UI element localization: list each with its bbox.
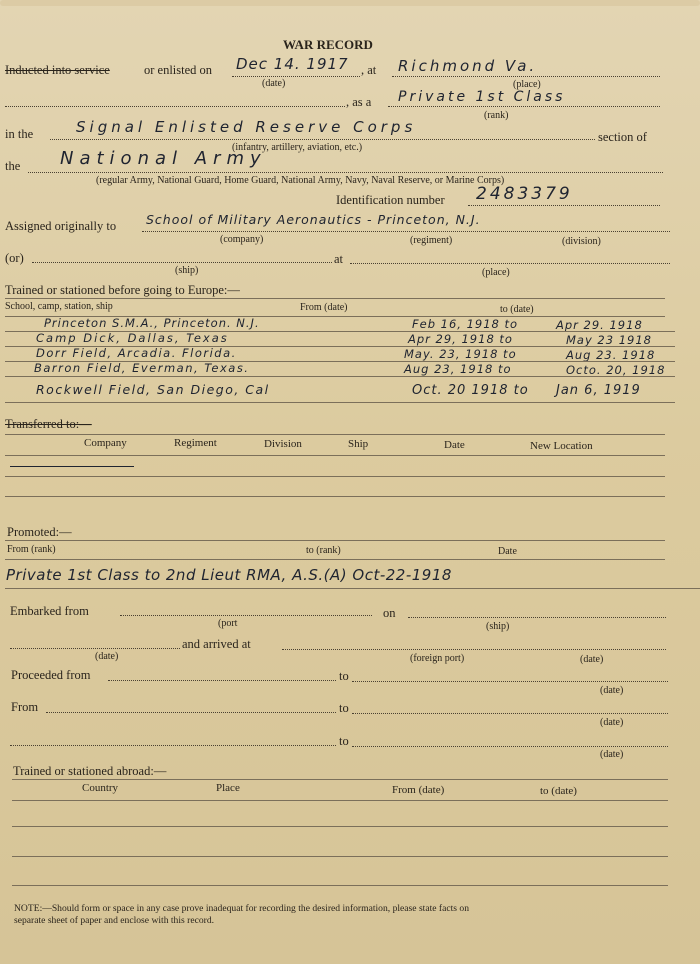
- promoted-col-date: Date: [498, 546, 517, 557]
- abroad-blank-rule-1: [12, 826, 668, 827]
- trained-row-2-from: Apr 29, 1918 to: [408, 332, 513, 346]
- trained-row-4-from: Aug 23, 1918 to: [404, 362, 512, 376]
- proceeded-date-caption-1: (date): [600, 685, 624, 696]
- embarked-ship-line: [408, 617, 666, 618]
- abroad-blank-rule-3: [12, 885, 668, 886]
- enlisted-label: or enlisted on: [144, 63, 213, 77]
- trained-row-5-rule: [5, 402, 675, 403]
- trained-row-1-place: Princeton S.M.A., Princeton. N.J.: [44, 316, 260, 330]
- abroad-blank-rule-2: [12, 856, 668, 857]
- foreign-port-caption: (foreign port): [410, 653, 465, 664]
- ship-caption: (ship): [175, 265, 199, 276]
- from-to-label: to: [339, 701, 349, 715]
- trained-row-4-to: Octo. 20, 1918: [566, 363, 666, 377]
- abroad-col-to: to (date): [540, 785, 577, 797]
- inducted-label-struck: Inducted into service: [5, 63, 110, 77]
- trained-row-3-to: Aug 23. 1918: [566, 348, 656, 362]
- abroad-col-place: Place: [216, 782, 240, 794]
- promotion-entry-handwritten: Private 1st Class to 2nd Lieut RMA, A.S.(A) Oct-22-1918: [6, 566, 452, 584]
- proceeded-to-label: to: [339, 669, 349, 683]
- or-at-label: at: [334, 252, 344, 266]
- section-line: [50, 139, 595, 140]
- as-a-label: , as a: [346, 95, 372, 109]
- rank-prefix-line: [5, 106, 345, 107]
- from-to-line: [352, 713, 668, 714]
- second-to-line: [352, 746, 668, 747]
- transferred-pen-stroke: [10, 466, 134, 467]
- second-to-label: to: [339, 734, 349, 748]
- transferred-blank-rule-2: [5, 496, 665, 497]
- abroad-col-country: Country: [82, 782, 119, 794]
- transferred-label-struck: Transferred to:—: [5, 417, 92, 431]
- or-place-caption: (place): [482, 267, 510, 278]
- transferred-col-company: Company: [84, 437, 127, 449]
- date-caption: (date): [262, 78, 286, 89]
- trained-row-5-from: Oct. 20 1918 to: [412, 383, 529, 398]
- embarked-ship-caption: (ship): [486, 621, 510, 632]
- company-caption: (company): [220, 234, 264, 245]
- transferred-rule: [5, 434, 665, 435]
- army-caption: (regular Army, National Guard, Home Guard, National Army, Navy, Naval Reserve, or Marine Corps): [96, 175, 505, 186]
- trained-row-4-rule: [5, 376, 675, 377]
- division-caption: (division): [562, 236, 601, 247]
- form-title: WAR RECORD: [283, 37, 373, 52]
- proceeded-to-line: [352, 681, 668, 682]
- regiment-caption: (regiment): [410, 235, 453, 246]
- trained-before-rule: [5, 298, 665, 299]
- assigned-handwritten: School of Military Aeronautics - Princeton, N.J.: [146, 212, 481, 227]
- enlisted-place-handwritten: Richmond Va.: [398, 57, 538, 75]
- embarked-date-caption: (date): [95, 651, 119, 662]
- id-number-label: Identification number: [336, 193, 445, 207]
- embarked-port-line: [120, 615, 372, 616]
- the-label: the: [5, 159, 21, 173]
- transferred-col-regiment: Regiment: [174, 437, 217, 449]
- trained-col-from: From (date): [300, 302, 348, 313]
- embarked-on-label: on: [383, 606, 396, 620]
- enlisted-date-handwritten: Dec 14. 1917: [236, 55, 349, 73]
- trained-row-3-place: Dorr Field, Arcadia. Florida.: [36, 346, 237, 360]
- trained-row-5-to: Jan 6, 1919: [556, 383, 641, 398]
- trained-abroad-heading: Trained or stationed abroad:—: [13, 764, 167, 778]
- transferred-blank-rule-1: [5, 476, 665, 477]
- trained-row-1-from: Feb 16, 1918 to: [412, 317, 519, 331]
- arrived-line: [282, 649, 666, 650]
- rank-caption: (rank): [484, 110, 509, 121]
- note-line-2: separate sheet of paper and enclose with this record.: [14, 915, 215, 926]
- place-caption: (place): [513, 79, 541, 90]
- trained-row-3-from: May. 23, 1918 to: [404, 347, 517, 361]
- abroad-header-rule: [12, 800, 668, 801]
- rank-line: [388, 106, 660, 107]
- promoted-rule: [5, 540, 665, 541]
- trained-row-2-place: Camp Dick, Dallas, Texas: [36, 331, 229, 345]
- section-handwritten: Signal Enlisted Reserve Corps: [76, 118, 417, 136]
- id-number-handwritten: 2483379: [476, 184, 573, 204]
- trained-abroad-rule: [12, 779, 668, 780]
- promotion-entry-rule: [5, 588, 700, 589]
- proceeded-from-line: [108, 680, 336, 681]
- promoted-label: Promoted:—: [7, 525, 72, 539]
- or-label: (or): [5, 251, 24, 265]
- army-line: [28, 172, 663, 173]
- assigned-label: Assigned originally to: [5, 219, 117, 233]
- from-label: From: [11, 700, 39, 714]
- section-caption: (infantry, artillery, aviation, etc.): [232, 142, 363, 153]
- abroad-col-from: From (date): [392, 784, 445, 796]
- port-caption: (port: [218, 618, 238, 629]
- or-ship-line: [32, 262, 332, 263]
- trained-before-heading: Trained or stationed before going to Europe:—: [5, 283, 240, 297]
- transferred-header-rule: [5, 455, 665, 456]
- proceeded-date-caption-3: (date): [600, 749, 624, 760]
- embarked-label: Embarked from: [10, 604, 89, 618]
- trained-row-4-place: Barron Field, Everman, Texas.: [34, 361, 250, 375]
- trained-row-5-place: Rockwell Field, San Diego, Cal: [36, 382, 270, 397]
- arrived-date-caption: (date): [580, 654, 604, 665]
- enlisted-place-line: [392, 76, 660, 77]
- transferred-col-location: New Location: [530, 440, 593, 452]
- or-place-line: [350, 263, 670, 264]
- promoted-col-from: From (rank): [7, 544, 56, 555]
- transferred-col-ship: Ship: [348, 438, 369, 450]
- in-the-label: in the: [5, 127, 34, 141]
- army-handwritten: National Army: [60, 148, 267, 169]
- paper-edge: [0, 0, 700, 6]
- proceeded-date-caption-2: (date): [600, 717, 624, 728]
- trained-row-1-to: Apr 29. 1918: [556, 318, 643, 332]
- enlisted-date-line: [232, 76, 360, 77]
- proceeded-from-label: Proceeded from: [11, 668, 91, 682]
- promoted-col-to: to (rank): [306, 545, 341, 556]
- second-from-line: [10, 745, 336, 746]
- note-line-1: NOTE:—Should form or space in any case prove inadequat for recording the desired information, please state facts on: [14, 903, 470, 914]
- promoted-header-rule: [5, 559, 665, 560]
- section-of-label: section of: [598, 130, 647, 144]
- arrived-at-label: and arrived at: [182, 637, 251, 651]
- embarked-date-line: [10, 648, 180, 649]
- trained-col-to: to (date): [500, 304, 534, 315]
- transferred-col-date: Date: [444, 439, 465, 451]
- id-number-line: [468, 205, 660, 206]
- rank-handwritten: Private 1st Class: [398, 89, 566, 105]
- trained-col-school: School, camp, station, ship: [5, 301, 113, 312]
- assigned-line: [142, 231, 670, 232]
- transferred-col-division: Division: [264, 438, 302, 450]
- from-line: [46, 712, 336, 713]
- trained-row-2-to: May 23 1918: [566, 333, 652, 347]
- enlisted-at-label: , at: [361, 63, 377, 77]
